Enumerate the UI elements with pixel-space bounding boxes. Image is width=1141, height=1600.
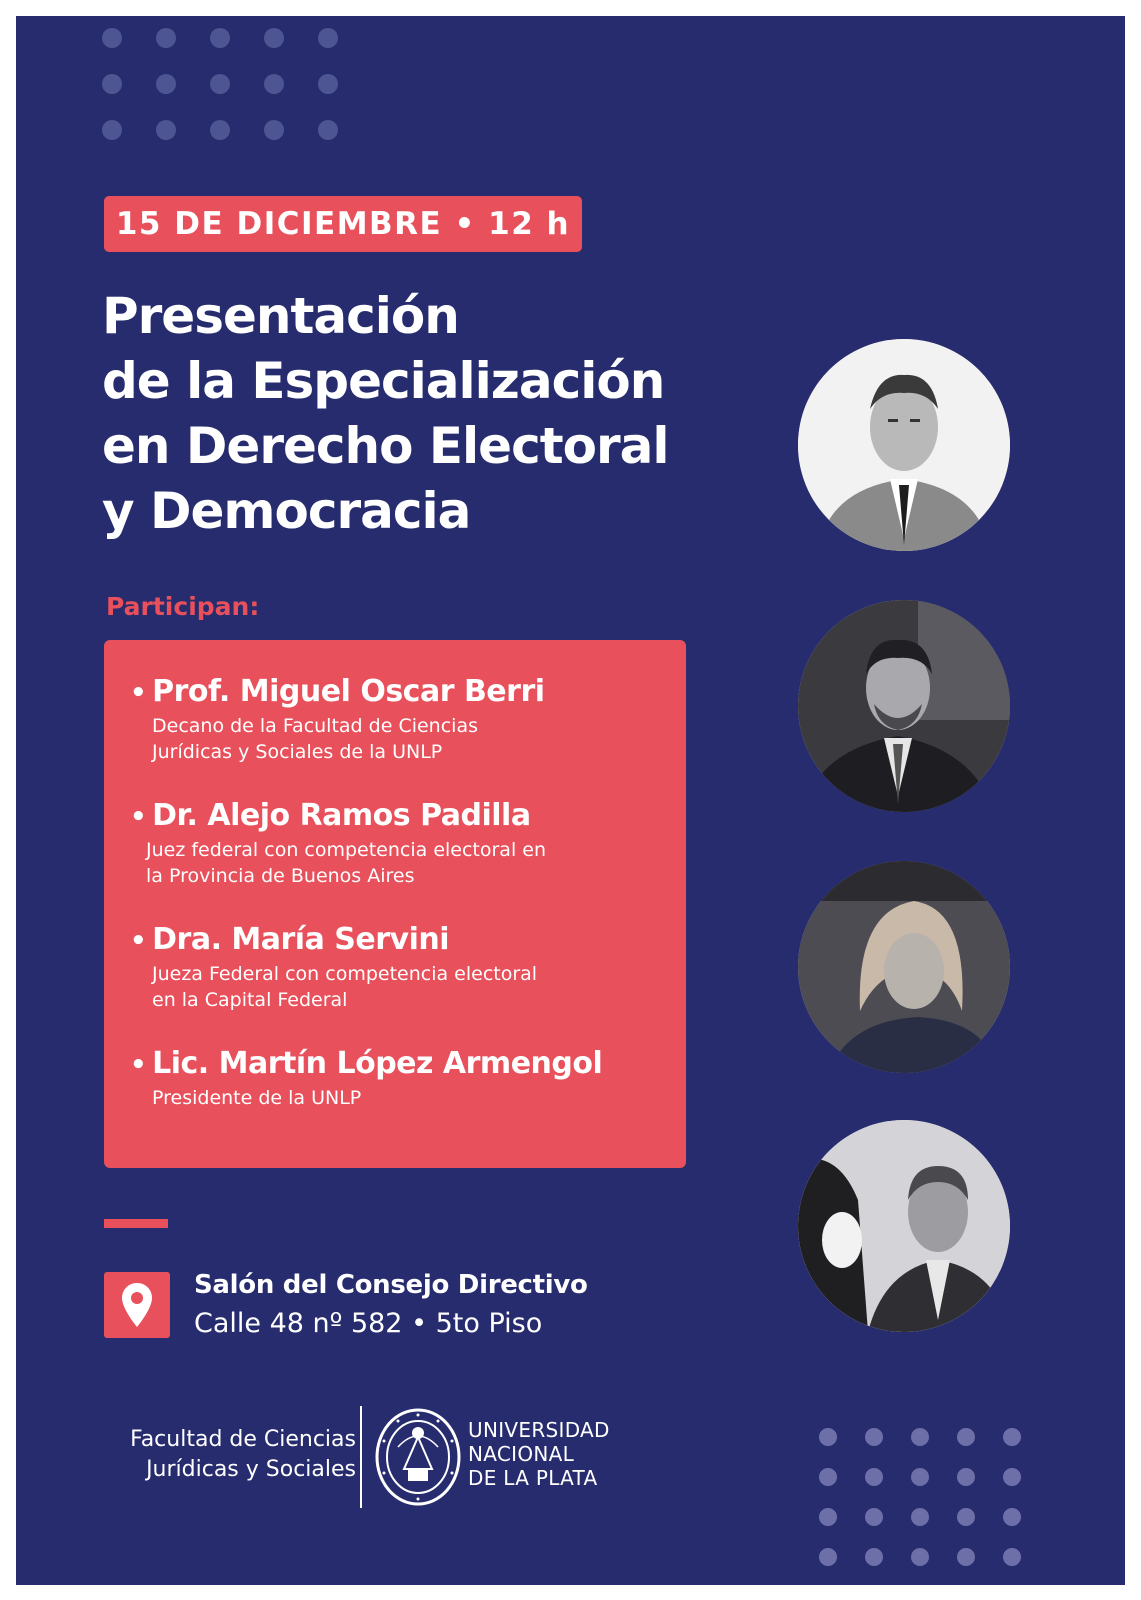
portrait-photo — [798, 339, 1010, 551]
bullet-icon: • — [130, 678, 147, 708]
decorative-dots-bottom — [819, 1428, 1021, 1566]
footer-divider — [360, 1406, 362, 1508]
participant-name: Lic. Martín López Armengol — [152, 1046, 603, 1081]
portrait-photo — [798, 600, 1010, 812]
title-line: Presentación — [102, 287, 459, 345]
participant-item — [130, 674, 545, 765]
participant-item — [130, 1046, 602, 1111]
participant-item — [130, 922, 537, 1013]
title-line: de la Especialización — [102, 352, 665, 410]
location-pin-icon — [104, 1272, 170, 1338]
date-time-badge: 15 DE DICIEMBRE • 12 h — [104, 196, 582, 252]
participant-role: Presidente de la UNLP — [152, 1087, 362, 1109]
university-seal-icon — [374, 1407, 462, 1507]
accent-divider — [104, 1219, 168, 1228]
venue-name: Salón del Consejo Directivo — [194, 1270, 588, 1300]
title-line: en Derecho Electoral — [102, 417, 669, 475]
university-name: UNIVERSIDAD NACIONAL DE LA PLATA — [468, 1418, 610, 1490]
event-poster — [16, 16, 1125, 1585]
portrait-photo — [798, 861, 1010, 1073]
bullet-icon: • — [130, 926, 147, 956]
participant-item — [130, 798, 546, 889]
venue-address: Calle 48 nº 582 • 5to Piso — [194, 1308, 543, 1339]
participant-role: Decano de la Facultad de Ciencias Jurídicas y Sociales de la UNLP — [152, 715, 478, 763]
participant-name: Dr. Alejo Ramos Padilla — [152, 798, 531, 833]
decorative-dots-top — [102, 28, 338, 140]
bullet-icon: • — [130, 1050, 147, 1080]
bullet-icon: • — [130, 802, 147, 832]
participant-role: Jueza Federal con competencia electoral en la Capital Federal — [152, 963, 538, 1011]
participants-box — [104, 640, 686, 1168]
title-line: y Democracia — [102, 482, 471, 540]
portrait-photo — [798, 1120, 1010, 1332]
participant-name: Dra. María Servini — [152, 922, 449, 957]
faculty-name: Facultad de Ciencias Jurídicas y Sociales — [130, 1427, 356, 1482]
participant-role: Juez federal con competencia electoral en la Provincia de Buenos Aires — [146, 839, 547, 887]
participant-name: Prof. Miguel Oscar Berri — [152, 674, 545, 709]
participants-label: Participan: — [106, 592, 260, 621]
venue-info — [194, 1270, 588, 1339]
event-title — [102, 284, 742, 544]
